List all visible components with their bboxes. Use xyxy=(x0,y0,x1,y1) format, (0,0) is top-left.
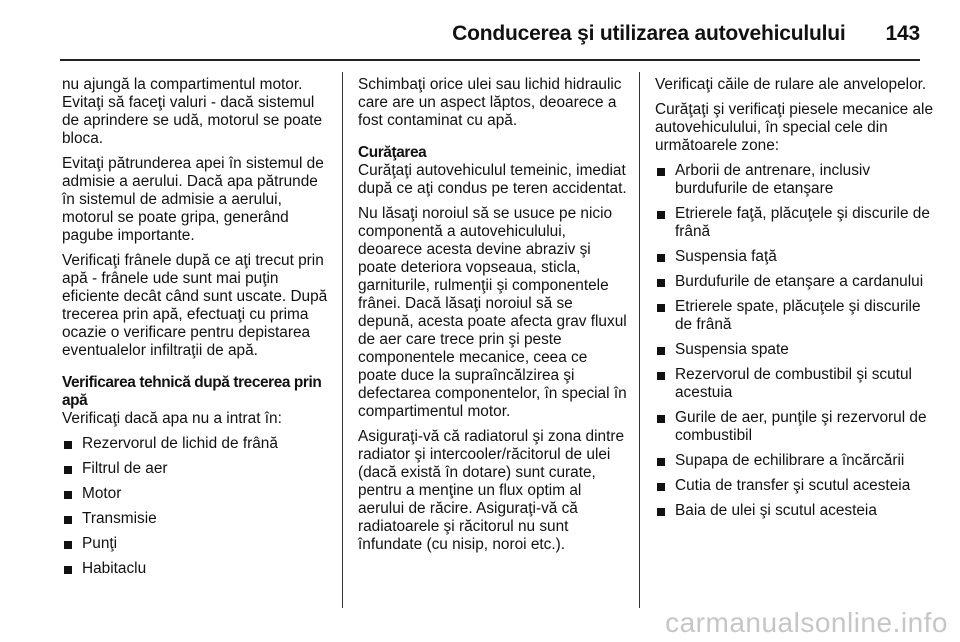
list-item: Filtrul de aer xyxy=(62,460,328,478)
list-item: Rezervorul de combustibil şi scutul acestuia xyxy=(655,366,940,402)
list-item: Transmisie xyxy=(62,510,328,528)
column-2 xyxy=(358,76,630,561)
list-item: Suspensia spate xyxy=(655,341,940,359)
list-item: Supapa de echilibrare a încărcării xyxy=(655,452,940,470)
paragraph: Curăţaţi şi verificaţi piesele mecanice ale autovehiculului, în special cele din următoarele zone: xyxy=(655,101,934,154)
page-title: Conducerea şi utilizarea autovehiculului xyxy=(452,22,846,45)
watermark: carmanualsonline.info xyxy=(665,607,948,638)
list-item: Motor xyxy=(62,485,328,503)
list-item: Gurile de aer, punţile şi rezervorul de combustibil xyxy=(655,409,940,445)
list-item: Etrierele spate, plăcuţele şi discurile de frână xyxy=(655,298,940,334)
bullet-square-icon xyxy=(657,372,665,380)
page-number: 143 xyxy=(885,22,920,45)
section-heading: Curăţarea xyxy=(358,144,427,161)
bullet-square-icon xyxy=(657,347,665,355)
column-1 xyxy=(62,76,328,585)
bullet-square-icon xyxy=(64,516,72,524)
bullet-square-icon xyxy=(657,508,665,516)
list-item: Rezervorul de lichid de frână xyxy=(62,435,328,453)
bullet-square-icon xyxy=(64,441,72,449)
paragraph: Verificaţi căile de rulare ale anvelopelor. xyxy=(655,76,927,93)
list-item: Punţi xyxy=(62,535,328,553)
bullet-square-icon xyxy=(657,279,665,287)
page-header xyxy=(60,10,920,58)
paragraph: nu ajungă la compartimentul motor. Evitaţi să faceţi valuri - dacă sistemul de aprindere se udă, motorul se poate bloca. xyxy=(62,76,323,147)
bullet-square-icon xyxy=(657,458,665,466)
inspection-list xyxy=(655,162,940,520)
bullet-square-icon xyxy=(64,566,72,574)
bullet-square-icon xyxy=(657,304,665,312)
bullet-square-icon xyxy=(64,466,72,474)
column-3 xyxy=(655,76,940,527)
paragraph: Verificaţi frânele după ce aţi trecut prin apă - frânele ude sunt mai puţin eficiente decât când sunt uscate. După trecerea prin apă, efectuaţi cu prima ocazie o verificare pentru depistarea eventualelor infiltraţii de apă. xyxy=(62,252,328,359)
list-item: Etrierele faţă, plăcuţele şi discurile de frână xyxy=(655,205,940,241)
bullet-square-icon xyxy=(657,415,665,423)
bullet-square-icon xyxy=(657,483,665,491)
paragraph: Nu lăsaţi noroiul să se usuce pe nicio componentă a autovehiculului, deoarece acesta devine abraziv şi poate deteriora vopseaua, sticla, garniturile, rulmenţii şi componentele frânei. Dacă lăsaţi noroiul să se depună, acesta poate afecta grav fluxul de aer care trece prin şi peste componentele mecanice, ceea ce poate duce la supraîncălzirea şi defectarea componentelor, în special în compartimentul motor. xyxy=(358,205,627,420)
list-item: Suspensia faţă xyxy=(655,248,940,266)
paragraph: Asiguraţi-vă că radiatorul şi zona dintre radiator şi intercooler/răcitorul de ulei (dacă există în dotare) sunt curate, pentru a menţine un flux optim al aerului de răcire. Asiguraţi-vă că radiatoarele şi răcitorul nu sunt înfundate (cu nisip, noroi etc.). xyxy=(358,428,625,553)
section-heading: Verificarea tehnică după trecerea prin apă xyxy=(62,374,322,409)
paragraph: Curăţaţi autovehiculul temeinic, imediat după ce aţi condus pe teren accidentat. xyxy=(358,162,627,197)
list-item: Cutia de transfer şi scutul acesteia xyxy=(655,477,940,495)
list-item: Habitaclu xyxy=(62,560,328,578)
bullet-square-icon xyxy=(657,254,665,262)
bullet-square-icon xyxy=(64,541,72,549)
list-item: Burdufurile de etanşare a cardanului xyxy=(655,273,940,291)
bullet-square-icon xyxy=(64,491,72,499)
paragraph: Verificaţi dacă apa nu a intrat în: xyxy=(62,410,282,427)
check-list xyxy=(62,435,328,578)
column-divider-2 xyxy=(639,72,640,608)
paragraph: Schimbaţi orice ulei sau lichid hidraulic care are un aspect lăptos, deoarece a fost contaminat cu apă. xyxy=(358,76,622,129)
bullet-square-icon xyxy=(657,211,665,219)
column-divider-1 xyxy=(342,72,343,608)
list-item: Arborii de antrenare, inclusiv burdufurile de etanşare xyxy=(655,162,940,198)
list-item: Baia de ulei şi scutul acesteia xyxy=(655,502,940,520)
paragraph: Evitaţi pătrunderea apei în sistemul de admisie a aerului. Dacă apa pătrunde în sistemul de admisie a aerului, motorul se poate gripa, generând pagube importante. xyxy=(62,155,324,244)
bullet-square-icon xyxy=(657,168,665,176)
header-rule xyxy=(60,59,920,61)
